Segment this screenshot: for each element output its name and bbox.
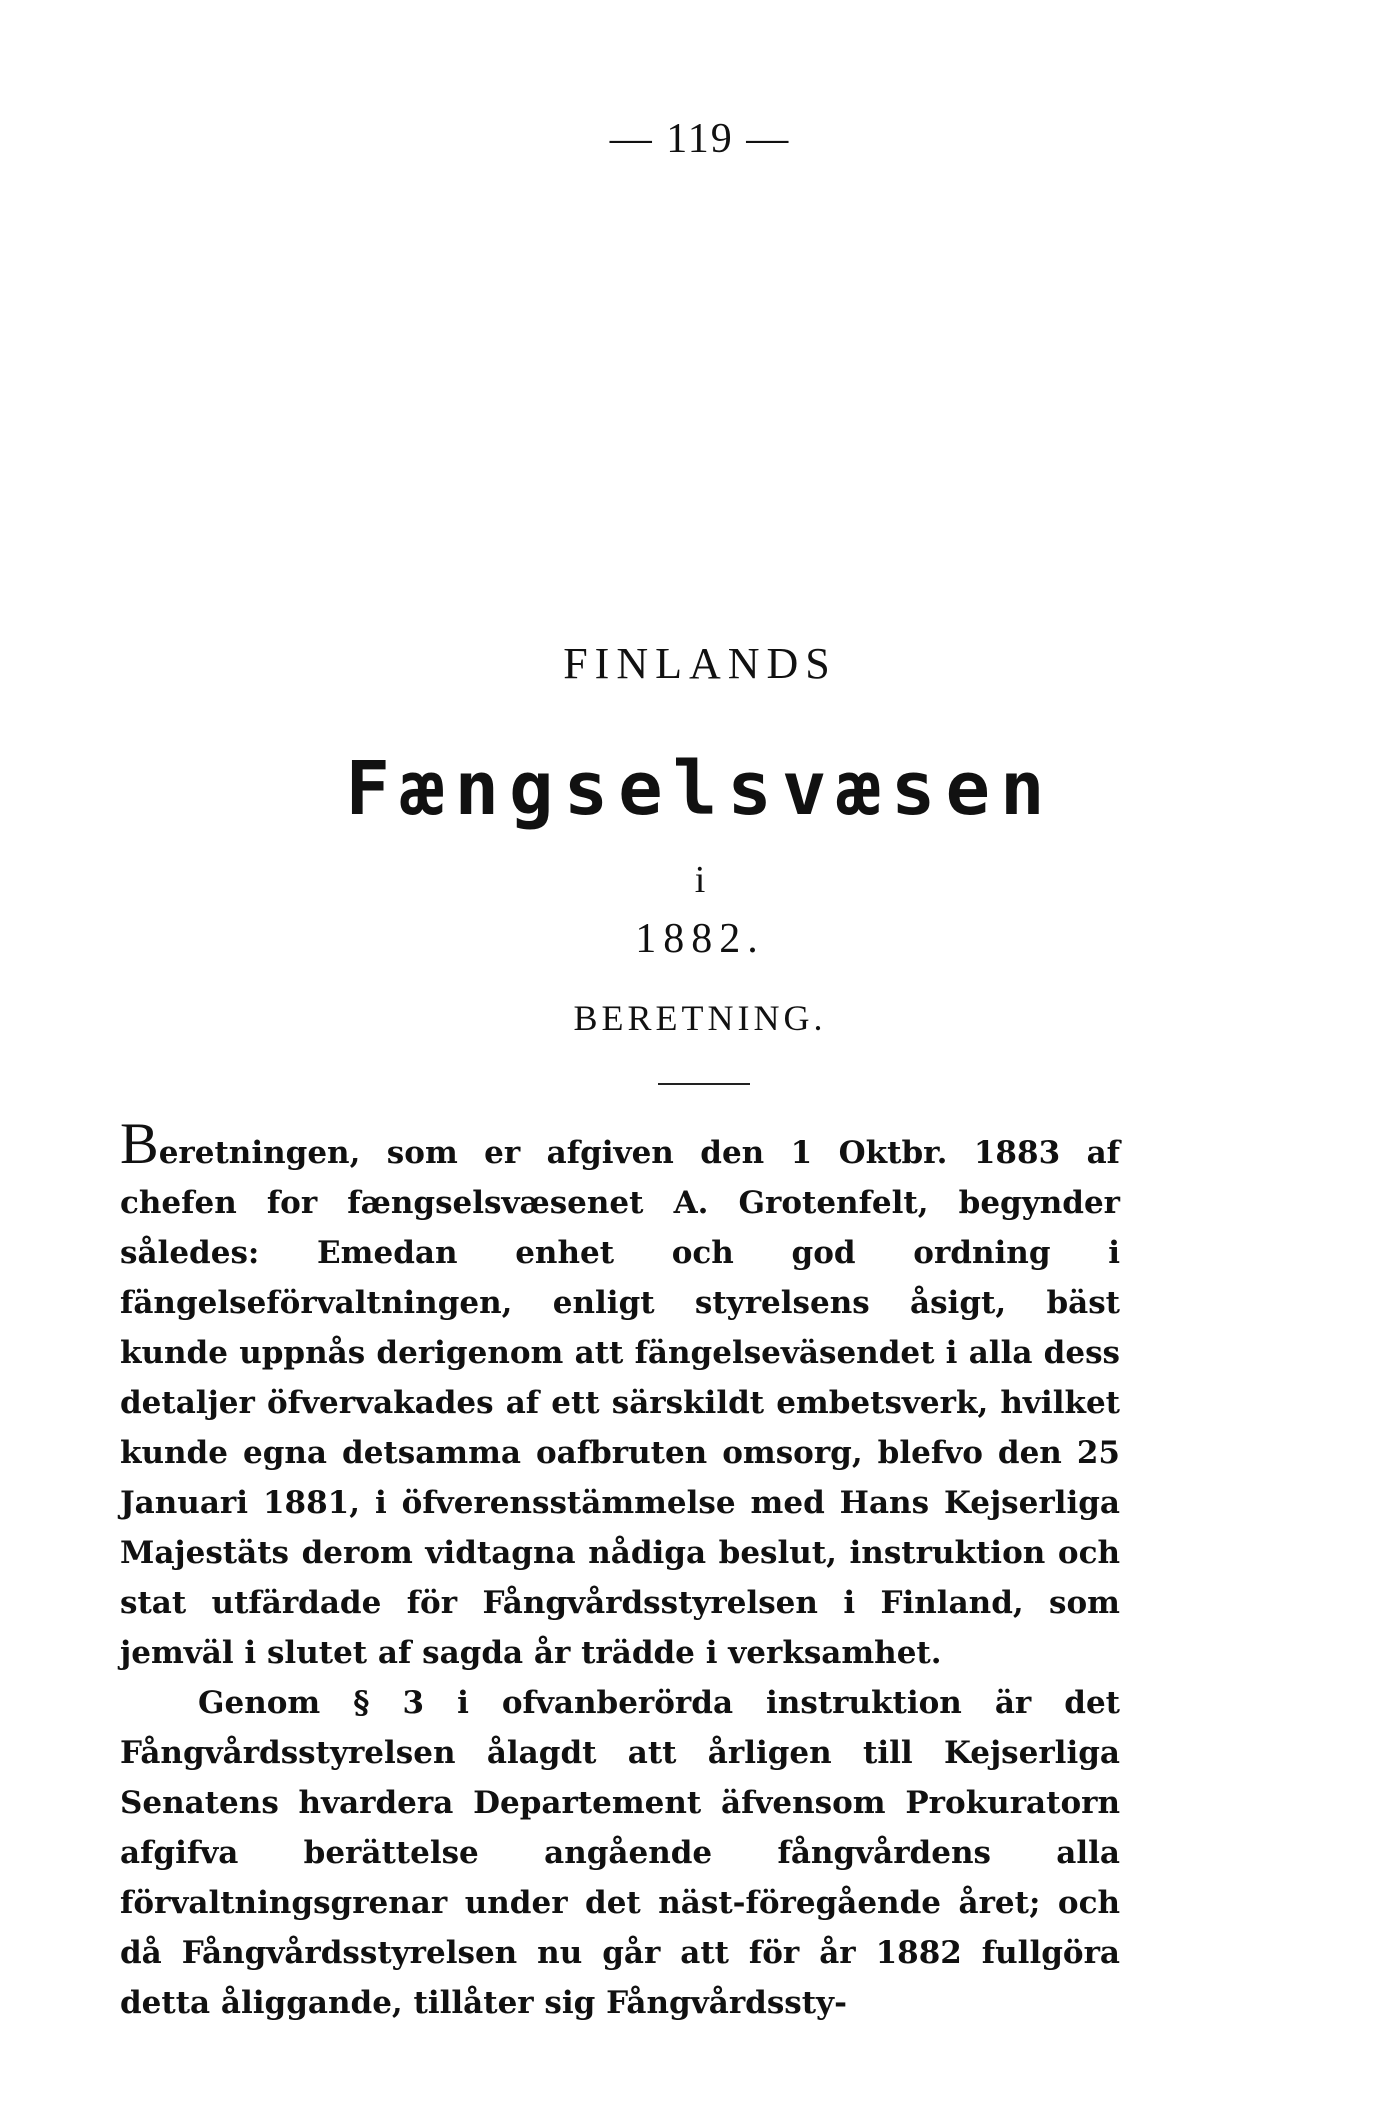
- section-title: BERETNING.: [573, 998, 827, 1038]
- heading-year: 1882.: [635, 916, 765, 962]
- paragraph-1: [120, 1111, 1120, 1678]
- heading-kicker: FINLANDS: [563, 639, 837, 688]
- paragraph-2: [120, 1678, 1120, 2028]
- drop-cap: B: [120, 1111, 159, 1176]
- page-title: Fængselsvæsen: [345, 746, 1055, 832]
- heading-preposition: i: [694, 859, 706, 901]
- paragraph-1-text: eretningen, som er afgiven den 1 Oktbr. 1883 af chefen for fængselsvæsenet A. Grotenfelt, begynder således: Emedan enhet och god ordning i fängelseförvaltningen, enligt styrelsens åsigt, bäst kunde uppnås derigenom att fängelseväsendet i alla dess detaljer öfvervakades af ett särskildt embetsverk, hvilket kunde egna detsamma oafbruten omsorg, blefvo den 25 Januari 1881, i öfverensstämmelse med Hans Kejserliga Majestäts derom vidtagna nådiga beslut, instruktion och stat utfärdade för Fångvårdsstyrelsen i Finland, som jemväl i slutet af sagda år trädde i verksamhet.: [120, 1135, 1120, 1671]
- body-text: [120, 1111, 1120, 2028]
- section-divider: [658, 1083, 750, 1085]
- page-number: — 119 —: [609, 116, 791, 162]
- paragraph-2-text: Genom § 3 i ofvanberörda instruktion är det Fångvårdsstyrelsen ålagdt att årligen till Kejserliga Senatens hvardera Departement äfvensom Prokuratorn afgifva berättelse angående fångvårdens alla förvaltningsgrenar under det näst-föregående året; och då Fångvårdsstyrelsen nu går att för år 1882 fullgöra detta åliggande, tillåter sig Fångvårdssty-: [120, 1685, 1120, 2021]
